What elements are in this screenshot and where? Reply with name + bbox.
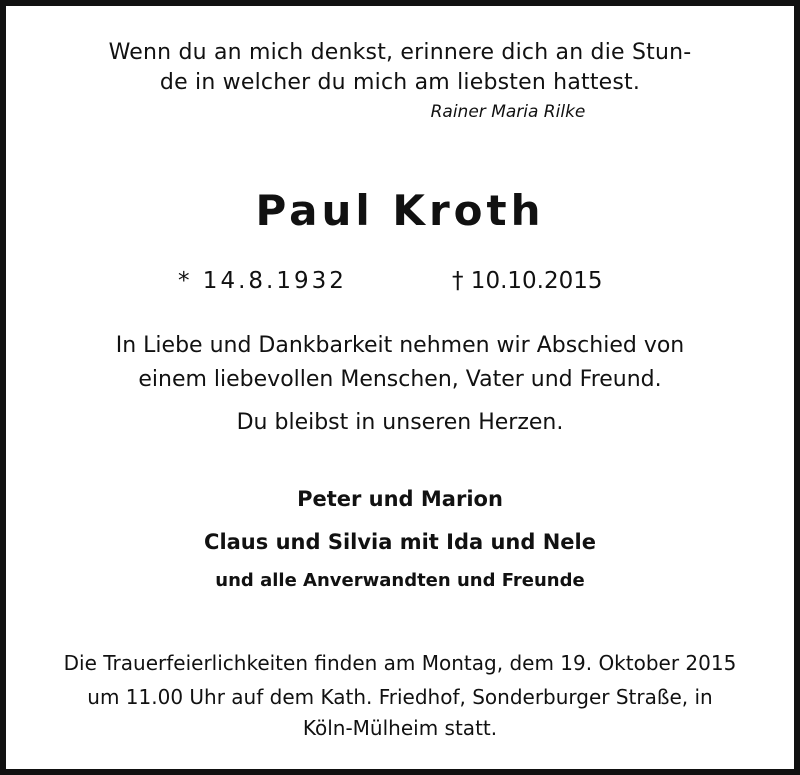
message-line-3: Du bleibst in unseren Herzen.	[236, 410, 564, 435]
quote-line-1: Wenn du an mich denkst, erinnere dich an die Stun-	[108, 40, 692, 65]
quote-author: Rainer Maria Rilke	[430, 102, 586, 122]
birth-date: * 14.8.1932	[178, 268, 347, 294]
family-line-3: und alle Anverwandten und Freunde	[215, 570, 585, 591]
message-line-2: einem liebevollen Menschen, Vater und Freund.	[138, 367, 662, 392]
deceased-name: Paul Kroth	[255, 186, 545, 235]
family-line-2: Claus und Silvia mit Ida und Nele	[204, 530, 596, 554]
death-date: † 10.10.2015	[452, 268, 603, 294]
family-line-1: Peter und Marion	[297, 487, 503, 511]
quote-line-2: de in welcher du mich am liebsten hattest.	[159, 70, 641, 95]
funeral-line-3: Köln-Mülheim statt.	[302, 716, 498, 740]
message-line-1: In Liebe und Dankbarkeit nehmen wir Abschied von	[115, 333, 685, 358]
funeral-line-2: um 11.00 Uhr auf dem Kath. Friedhof, Sonderburger Straße, in	[87, 685, 713, 709]
funeral-line-1: Die Trauerfeierlichkeiten finden am Montag, dem 19. Oktober 2015	[63, 651, 737, 675]
